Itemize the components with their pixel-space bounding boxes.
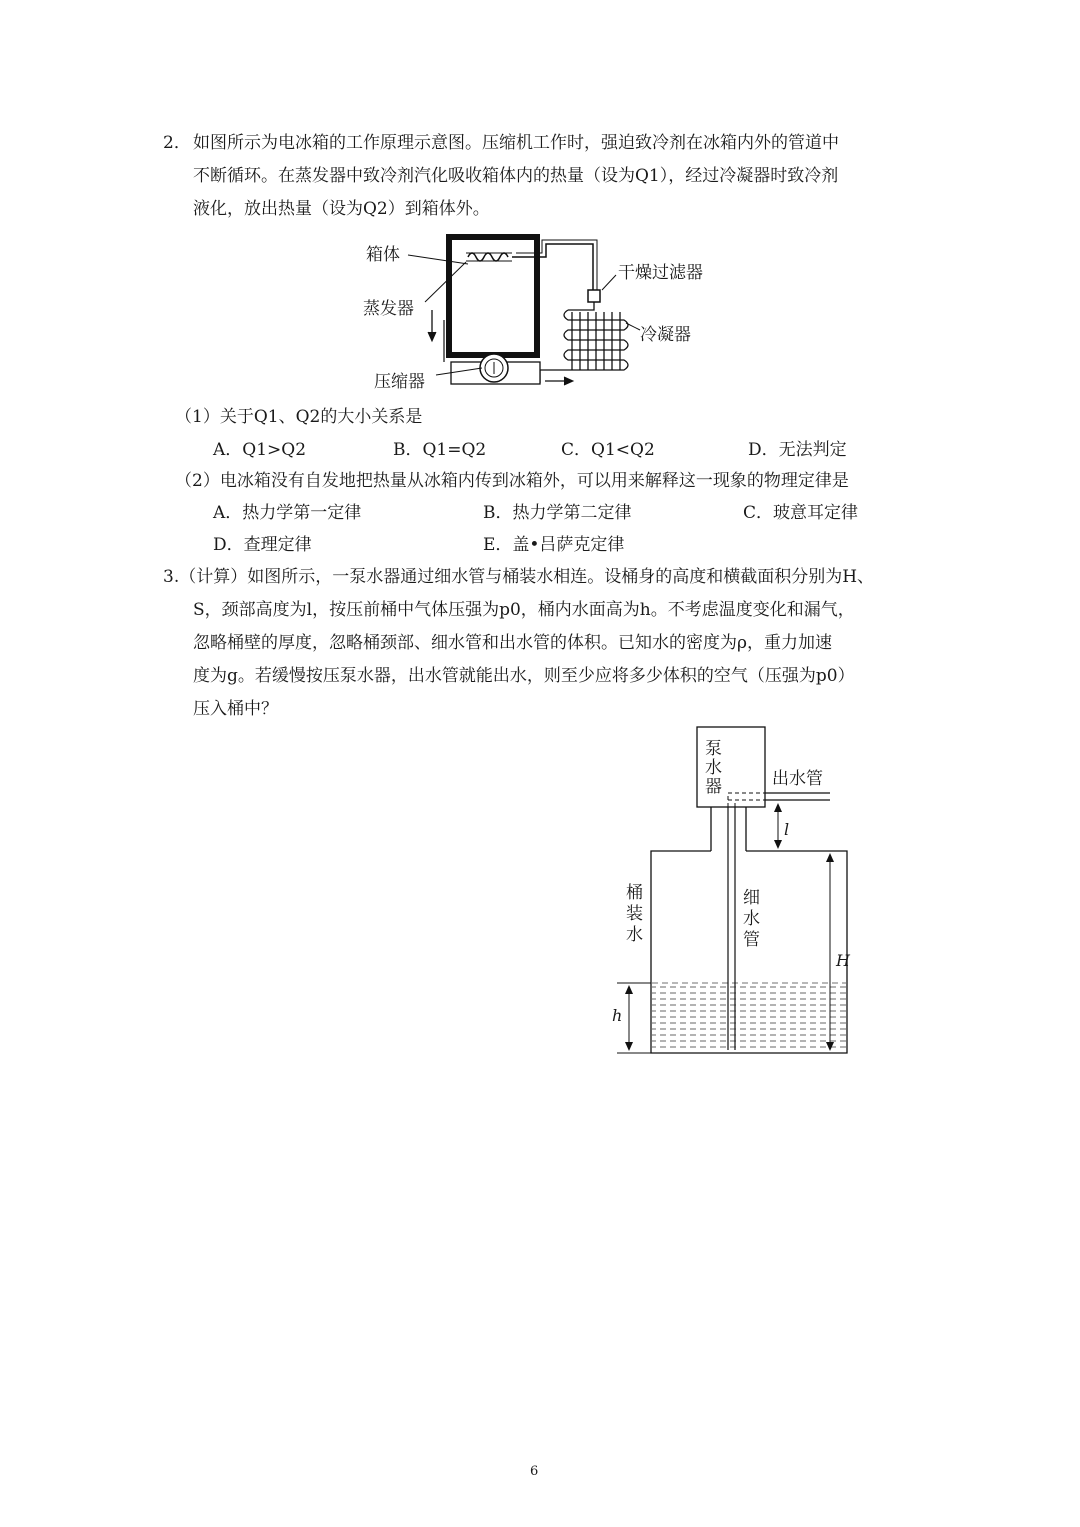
- q3-line-4: 度为g。若缓慢按压泵水器，出水管就能出水，则至少应将多少体积的空气（压强为p0）: [193, 666, 855, 686]
- q2-sub1-option-b: B．Q1=Q2: [393, 440, 487, 460]
- refrigerator-diagram: [0, 220, 1080, 620]
- q2-sub1-option-a: A．Q1>Q2: [213, 440, 307, 460]
- label-tube-1: 细: [743, 888, 760, 908]
- label-h: h: [612, 1006, 623, 1025]
- q3-line-3: 忽略桶壁的厚度，忽略桶颈部、细水管和出水管的体积。已知水的密度为ρ，重力加速: [193, 633, 832, 653]
- label-box: 箱体: [366, 245, 400, 265]
- label-barrel-3: 水: [626, 925, 643, 945]
- q2-sub2-option-d: D．查理定律: [213, 535, 312, 555]
- condenser: [564, 302, 628, 370]
- label-pump-2: 水: [705, 758, 722, 778]
- filter: [588, 290, 600, 302]
- label-H: H: [836, 951, 850, 970]
- q3-line-1: 3.（计算）如图所示，一泵水器通过细水管与桶装水相连。设桶身的高度和横截面积分别为H、: [163, 567, 875, 587]
- label-evaporator: 蒸发器: [363, 299, 414, 319]
- pipe-top: [512, 244, 593, 290]
- label-pump-3: 器: [705, 777, 722, 797]
- water-pump-diagram: [0, 720, 1080, 1080]
- q2-sub2-option-a: A．热力学第一定律: [213, 503, 362, 523]
- water: [652, 983, 846, 1052]
- q2-sub2-stem: （2）电冰箱没有自发地把热量从冰箱内传到冰箱外，可以用来解释这一现象的物理定律是: [175, 471, 849, 491]
- q2-sub1-option-d: D．无法判定: [748, 440, 847, 460]
- label-outlet: 出水管: [772, 769, 823, 789]
- q2-number: 2．: [163, 133, 191, 153]
- q2-sub1-stem: （1）关于Q1、Q2的大小关系是: [175, 407, 423, 427]
- label-pump-1: 泵: [705, 739, 722, 759]
- q3-line-2: S，颈部高度为l，按压前桶中气体压强为p0，桶内水面高为h。不考虑温度变化和漏气，: [193, 600, 855, 620]
- q2-line-3: 液化，放出热量（设为Q2）到箱体外。: [193, 199, 490, 219]
- label-filter: 干燥过滤器: [618, 263, 703, 283]
- page-number: 6: [530, 1464, 539, 1479]
- fridge-box: [449, 237, 537, 355]
- label-barrel-2: 装: [626, 904, 643, 924]
- label-l: l: [784, 820, 790, 839]
- evaporator-coil: [468, 253, 508, 261]
- label-compressor: 压缩器: [374, 372, 425, 392]
- label-tube-3: 管: [743, 930, 760, 950]
- label-barrel-1: 桶: [626, 883, 643, 903]
- q2-sub2-option-c: C．玻意耳定律: [743, 503, 859, 523]
- q2-line-1: 如图所示为电冰箱的工作原理示意图。压缩机工作时，强迫致冷剂在冰箱内外的管道中: [193, 133, 839, 153]
- q2-sub2-option-e: E．盖•吕萨克定律: [483, 535, 625, 555]
- q2-sub1-option-c: C．Q1<Q2: [561, 440, 655, 460]
- label-condenser: 冷凝器: [640, 325, 691, 345]
- label-tube-2: 水: [743, 909, 760, 929]
- q2-line-2: 不断循环。在蒸发器中致冷剂汽化吸收箱体内的热量（设为Q1），经过冷凝器时致冷剂: [193, 166, 839, 186]
- q3-line-5: 压入桶中？: [193, 699, 278, 719]
- q2-sub2-option-b: B．热力学第二定律: [483, 503, 632, 523]
